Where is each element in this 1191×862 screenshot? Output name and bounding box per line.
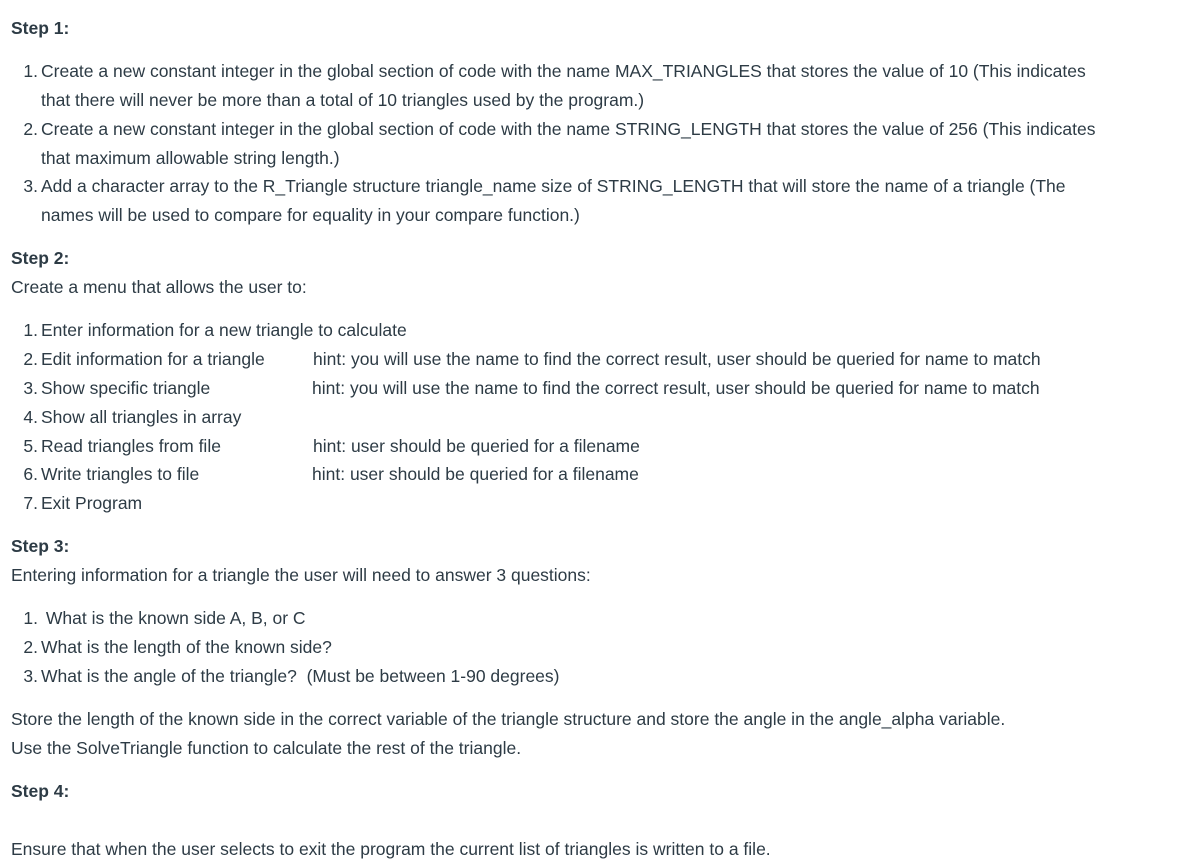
step4-paragraph: Ensure that when the user selects to exit the program the current list of triangles is written to a file.: [11, 839, 771, 859]
list-item-text-continued: names will be used to compare for equality in your compare function.): [41, 205, 580, 225]
list-number: 1.: [23, 608, 38, 628]
step1-heading: Step 1:: [11, 18, 70, 38]
list-number: 1.: [23, 320, 38, 340]
step3-paragraph: Store the length of the known side in the correct variable of the triangle structure and store the angle in the angle_alpha variable.: [11, 709, 1006, 729]
step2-heading: Step 2:: [11, 248, 70, 268]
list-item-text: Show specific triangle: [41, 378, 211, 398]
list-item-text: Edit information for a triangle: [41, 349, 265, 369]
step3-heading: Step 3:: [11, 536, 70, 556]
list-item-text-continued: that maximum allowable string length.): [41, 148, 340, 168]
list-item-text: Read triangles from file: [41, 436, 221, 456]
list-item-text: Create a new constant integer in the global section of code with the name STRING_LENGTH that stores the value of 256 (This indicates: [41, 119, 1096, 139]
step3-paragraph: Use the SolveTriangle function to calculate the rest of the triangle.: [11, 738, 522, 758]
list-item-text: Enter information for a new triangle to calculate: [41, 320, 407, 340]
list-item-hint: hint: user should be queried for a filename: [313, 436, 640, 456]
step3-intro: Entering information for a triangle the user will need to answer 3 questions:: [11, 565, 591, 585]
list-number: 4.: [23, 407, 38, 427]
list-number: 3.: [23, 666, 38, 686]
list-number: 3.: [23, 378, 38, 398]
list-item-hint: hint: you will use the name to find the correct result, user should be queried for name to match: [312, 378, 1040, 398]
list-item-text-continued: that there will never be more than a total of 10 triangles used by the program.): [41, 90, 645, 110]
list-number: 2.: [23, 637, 38, 657]
list-number: 2.: [23, 349, 38, 369]
list-item-text: Create a new constant integer in the global section of code with the name MAX_TRIANGLES that stores the value of 10 (This indicates: [41, 61, 1086, 81]
list-item-text: What is the angle of the triangle? (Must be between 1-90 degrees): [41, 666, 560, 686]
step4-heading: Step 4:: [11, 781, 70, 801]
list-item-text: What is the length of the known side?: [41, 637, 332, 657]
list-number: 5.: [23, 436, 38, 456]
list-item-hint: hint: user should be queried for a filename: [312, 464, 639, 484]
list-item-text: What is the known side A, B, or C: [41, 608, 306, 628]
list-item-text: Show all triangles in array: [41, 407, 242, 427]
list-number: 7.: [23, 493, 38, 513]
list-item-hint: hint: you will use the name to find the correct result, user should be queried for name to match: [313, 349, 1041, 369]
list-item-text: Add a character array to the R_Triangle structure triangle_name size of STRING_LENGTH that will store the name of a triangle (The: [41, 176, 1066, 196]
step2-intro: Create a menu that allows the user to:: [11, 277, 307, 297]
list-number: 6.: [23, 464, 38, 484]
list-number: 2.: [23, 119, 38, 139]
list-number: 3.: [23, 176, 38, 196]
list-item-text: Exit Program: [41, 493, 143, 513]
list-item-text: Write triangles to file: [41, 464, 200, 484]
list-number: 1.: [23, 61, 38, 81]
